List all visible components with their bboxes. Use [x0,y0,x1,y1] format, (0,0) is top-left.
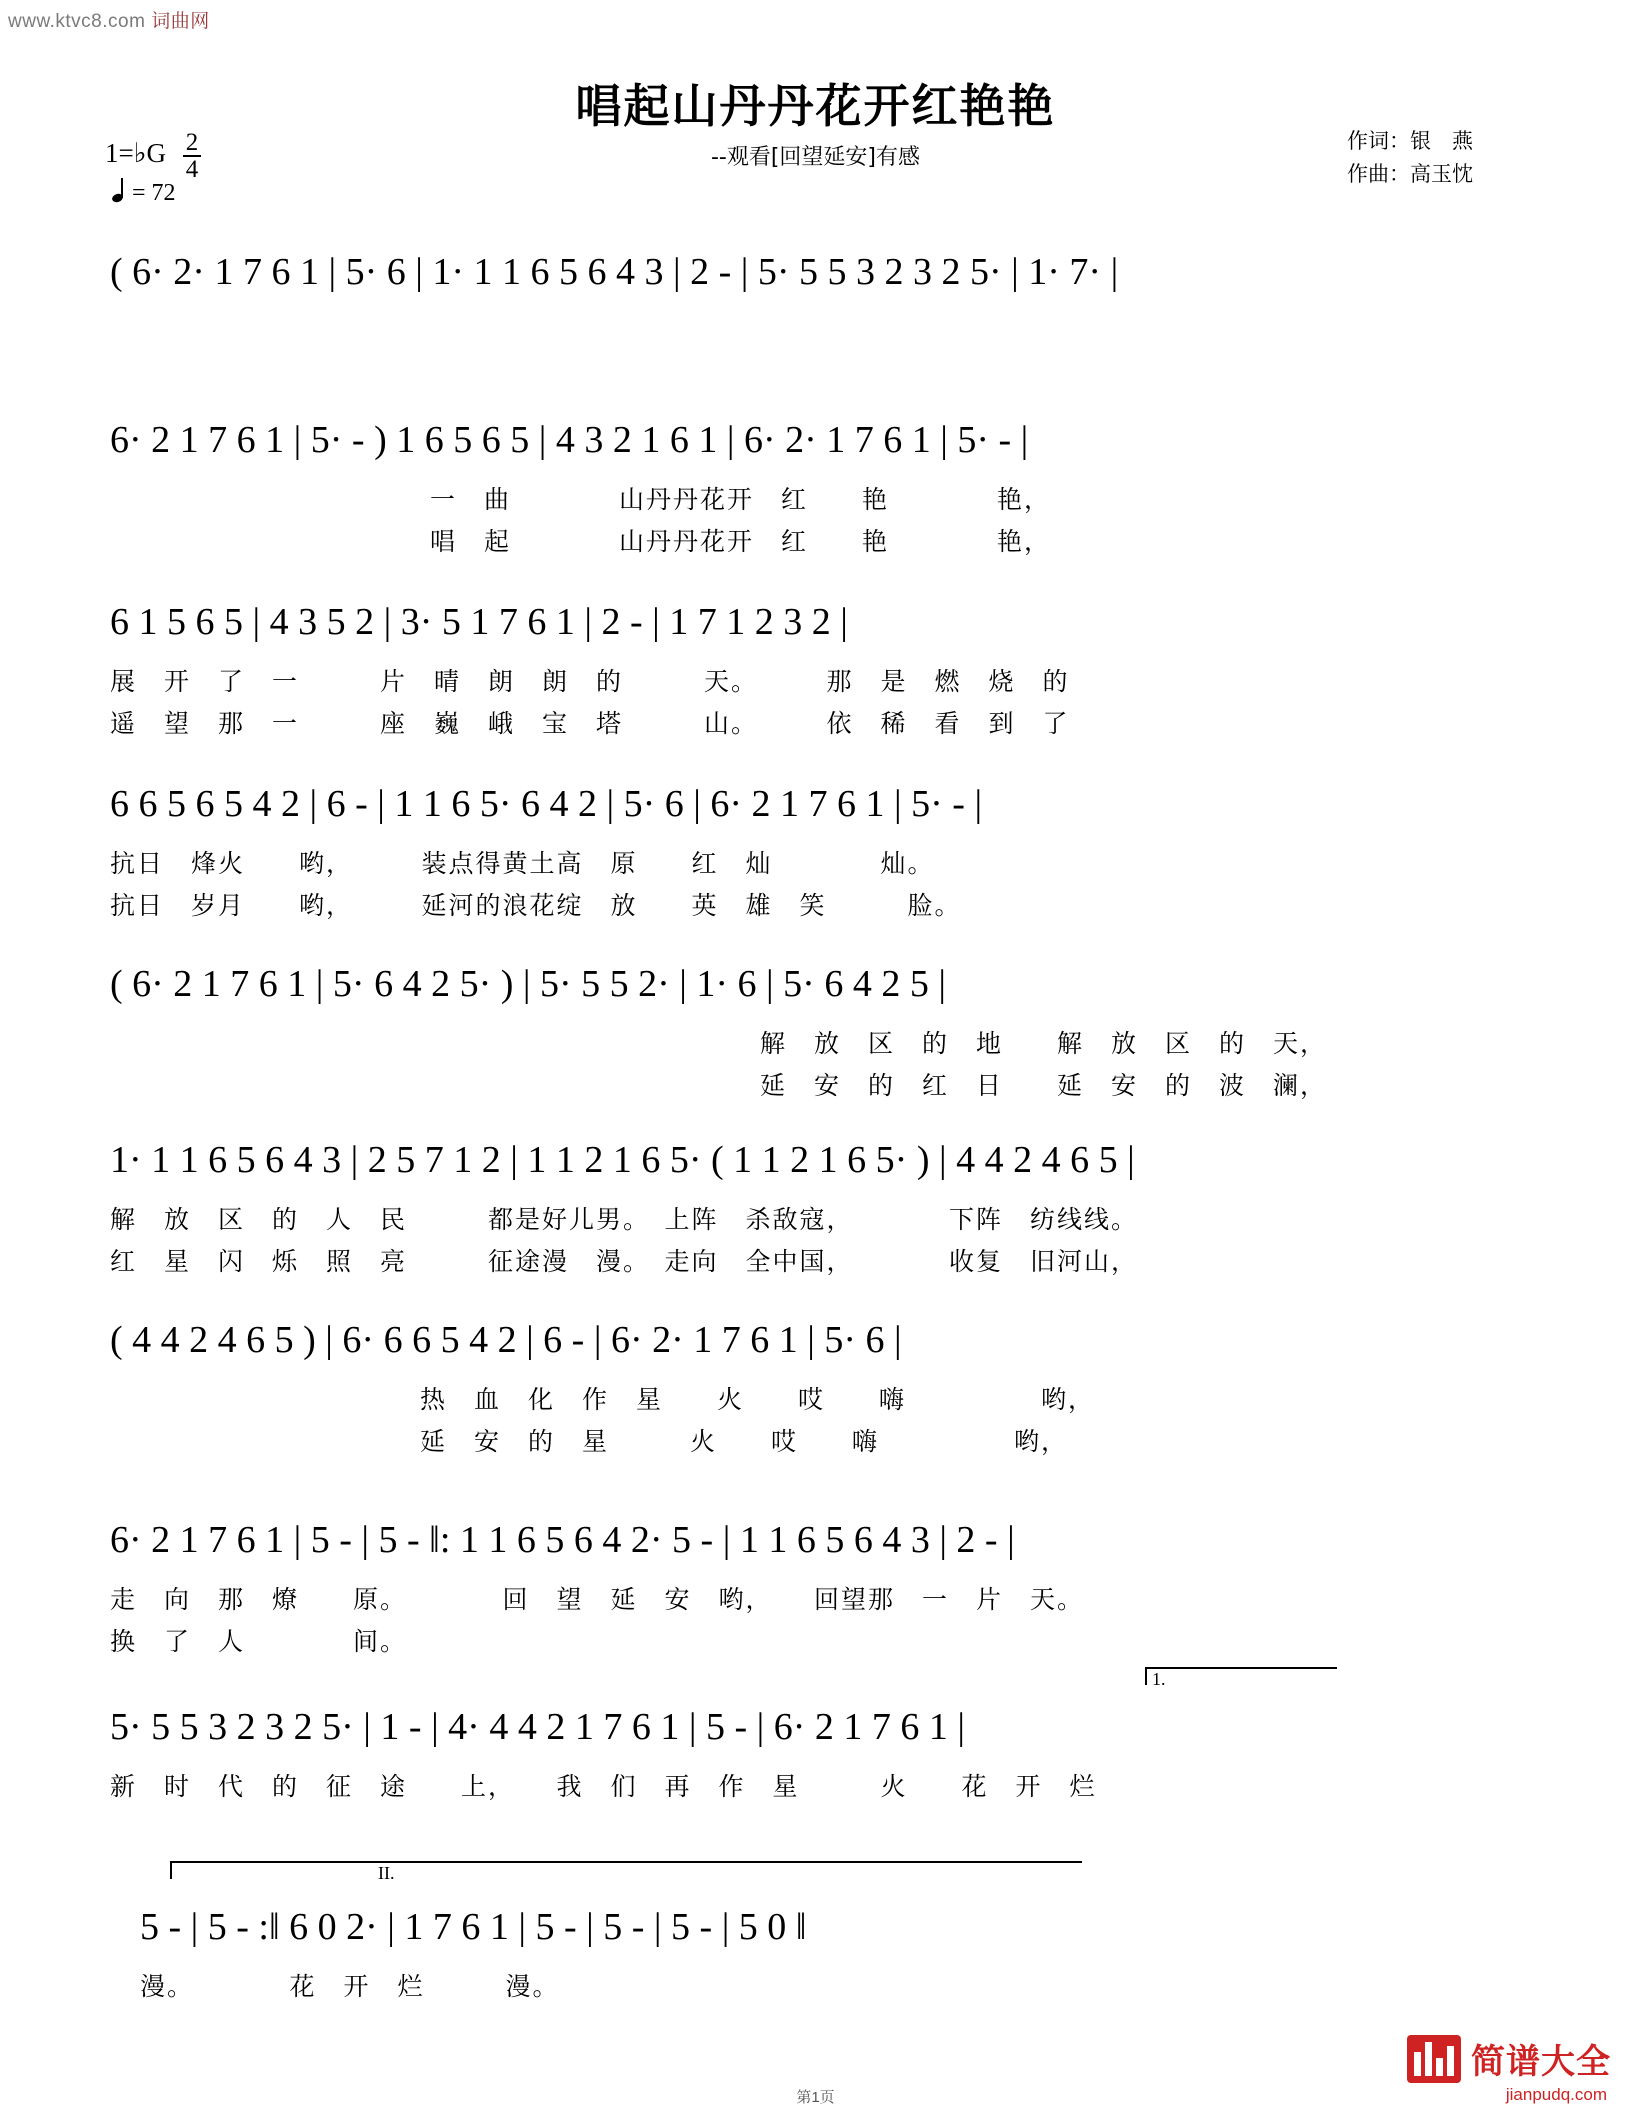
first-ending-bracket [1145,1667,1337,1685]
brand-name: 简谱大全 [1471,2042,1611,2082]
watermark-url: www.ktvc8.com [8,11,146,32]
notation-line: 5· 5 5 3 2 3 2 5· | 1 - | 4· 4 4 2 1 7 6 1 | 5 - | 6· 2 1 7 6 1 | [110,1706,965,1748]
key-signature-block [105,130,201,182]
time-signature [183,130,202,182]
quarter-note-icon [112,182,126,204]
watermark-label: 词曲网 [151,11,210,32]
notation-line: 6· 2 1 7 6 1 | 5· - ) 1 6 5 6 5 | 4 3 2 1 6 1 | 6· 2· 1 7 6 1 | 5· - | [110,419,1029,461]
lyrics-verse-1: 一 曲 山丹丹花开 红 艳 艳， [430,485,1052,514]
tempo-value: = 72 [132,180,176,206]
lyrics-verse-2: 遥 望 那 一 座 巍 峨 宝 塔 山。 依 稀 看 到 了 [110,709,1070,738]
second-ending-bracket [170,1861,1082,1879]
page-subtitle: --观看[回望延安]有感 [710,145,921,170]
lyrics-verse-1: 展 开 了 一 片 晴 朗 朗 的 天。 那 是 燃 烧 的 [110,667,1070,696]
lyrics-verse-1: 热 血 化 作 星 火 哎 嗨 哟， [420,1385,1096,1414]
first-ending-label: 1. [1152,1669,1166,1689]
time-signature-denominator: 4 [185,156,199,183]
lyrics-verse-1: 走 向 那 燎 原。 回 望 延 安 哟， 回望那 一 片 天。 [110,1585,1085,1614]
tempo-marking [112,180,176,207]
music-bars-icon [1407,2035,1461,2083]
notation-line: ( 6· 2 1 7 6 1 | 5· 6 4 2 5· ) | 5· 5 5 2· | 1· 6 | 5· 6 4 2 5 | [110,963,946,1005]
notation-line: 6 1 5 6 5 | 4 3 5 2 | 3· 5 1 7 6 1 | 2 - | 1 7 1 2 3 2 | [110,601,848,643]
brand-url: jianpudq.com [1505,2085,1607,2104]
lyrics-verse-1: 抗日 烽火 哟， 装点得黄土高 原 红 灿 灿。 [110,849,935,878]
lyrics-verse-2: 红 星 闪 烁 照 亮 征途漫 漫。 走向 全中国， 收复 旧河山， [110,1247,1139,1276]
notation-line: 1· 1 1 6 5 6 4 3 | 2 5 7 1 2 | 1 1 2 1 6 5· ( 1 1 2 1 6 5· ) | 4 4 2 4 6 5 | [110,1139,1135,1181]
key-signature: 1=♭G [105,138,166,169]
notation-line: ( 4 4 2 4 6 5 ) | 6· 6 6 5 4 2 | 6 - | 6· 2· 1 7 6 1 | 5· 6 | [110,1319,902,1361]
notation-line: 6 6 5 6 5 4 2 | 6 - | 1 1 6 5· 6 4 2 | 5· 6 | 6· 2 1 7 6 1 | 5· - | [110,783,983,825]
lyrics-verse-1: 新 时 代 的 征 途 上， 我 们 再 作 星 火 花 开 烂 [110,1772,1097,1801]
lyrics-verse-2: 唱 起 山丹丹花开 红 艳 艳， [430,527,1052,556]
lyricist-label: 作词：银 燕 [1347,129,1473,153]
credits [1347,125,1473,190]
lyrics-verse-2: 换 了 人 间。 [110,1627,408,1656]
lyrics-verse-2: 延 安 的 星 火 哎 嗨 哟， [420,1427,1069,1456]
lyrics-verse-2: 延 安 的 红 日 延 安 的 波 澜， [760,1071,1328,1100]
composer-label: 作曲：高玉忱 [1347,161,1473,186]
site-brand[interactable] [1407,2034,1611,2104]
lyrics-verse-1: 漫。 花 开 烂 漫。 [140,1972,560,2001]
notation-line: 6· 2 1 7 6 1 | 5 - | 5 - ‖: 1 1 6 5 6 4 2· 5 - | 1 1 6 5 6 4 3 | 2 - | [110,1519,1015,1561]
lyrics-verse-1: 解 放 区 的 地 解 放 区 的 天， [760,1029,1328,1058]
page-number: 第1页 [796,2089,835,2106]
lyrics-verse-1: 解 放 区 的 人 民 都是好儿男。 上阵 杀敌寇， 下阵 纺线线。 [110,1205,1139,1234]
page-title: 唱起山丹丹花开红艳艳 [575,79,1056,133]
lyrics-verse-2: 抗日 岁月 哟， 延河的浪花绽 放 英 雄 笑 脸。 [110,891,962,920]
notation-line: ( 6· 2· 1 7 6 1 | 5· 6 | 1· 1 1 6 5 6 4 3 | 2 - | 5· 5 5 3 2 3 2 5· | 1· 7· | [110,251,1119,293]
notation-line: 5 - | 5 - :‖ 6 0 2· | 1 7 6 1 | 5 - | 5 - | 5 - | 5 0 ‖ [140,1906,807,1948]
second-ending-label: II. [378,1863,395,1883]
time-signature-numerator: 2 [183,130,202,157]
